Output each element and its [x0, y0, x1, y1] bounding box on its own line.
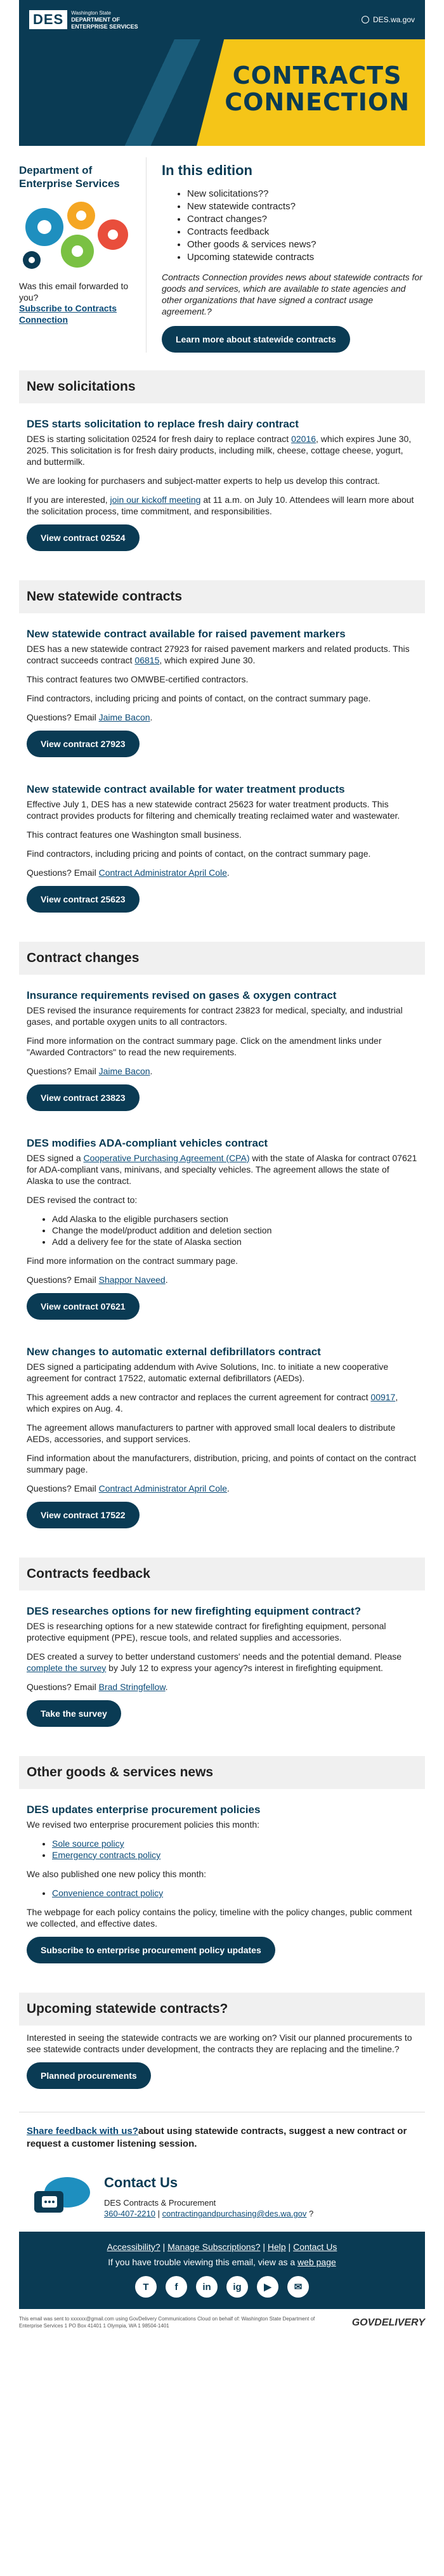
share-feedback-link[interactable]: Share feedback with us?: [27, 2126, 138, 2137]
section-heading-contracts-feedback: Contracts feedback: [19, 1558, 425, 1590]
complete-survey-link[interactable]: complete the survey: [27, 1663, 107, 1673]
contact-email-link[interactable]: contractingandpurchasing@des.wa.gov: [162, 2209, 307, 2218]
view-web-page: If you have trouble viewing this email, view as a web page: [108, 2257, 336, 2267]
twitter-icon[interactable]: T: [135, 2276, 157, 2298]
share-feedback: Share feedback with us?about using statewide contracts, suggest a new contract or request a customer listening session.: [19, 2112, 425, 2163]
contract-06815-link[interactable]: 06815: [134, 655, 160, 665]
globe-icon: [362, 16, 369, 23]
banner-stripe: [19, 39, 228, 146]
article-ada-vehicles: DES modifies ADA-compliant vehicles contract DES signed a Cooperative Purchasing Agreement (CPA) with the state of Alaska for contract 07621 for ADA-compliant vans, minivans, and specialty vehicles. The agreement allows the state of Alaska to use the contract. DES revised the contract to: • Add Alaska to the eligible purchasers section • Change the model/product addition and deletion section • Add a delivery fee for the state of Alaska section Find more information on the contract summary page. Questions? Email Shappor Naveed. View contract 07621: [19, 1122, 425, 1331]
subscribe-link[interactable]: Subscribe to Contracts Connection: [19, 303, 117, 325]
edition-item: • Upcoming statewide contracts: [187, 251, 425, 264]
article-title: DES researches options for new firefighting equipment contract?: [27, 1605, 362, 1617]
revised-policies-list: [52, 1838, 417, 1861]
learn-more-button[interactable]: Learn more about statewide contracts: [162, 326, 350, 353]
article-procurement-policies: DES updates enterprise procurement policies We revised two enterprise procurement policies this month: • Sole source policy • Emergency contracts policy We also published one new policy this month: • Convenience contract policy The webpage for each policy contains the policy, timeline with the policy changes, public comment we collected, and effective dates. Subscribe to enterprise procurement policy updates: [19, 1789, 425, 1975]
contract-00917-link[interactable]: 00917: [370, 1392, 396, 1402]
logo-line1: Washington State: [71, 10, 112, 16]
edition-item: • Contract changes?: [187, 213, 425, 226]
article-upcoming: Interested in seeing the statewide contracts we are working on? Visit our planned procurements to see statewide contracts under development, the contracts they are replacing and the timeline.? Planned procurements: [19, 2026, 425, 2100]
view-contract-23823-button[interactable]: View contract 23823: [27, 1084, 140, 1111]
intro-section: [19, 146, 425, 353]
article-title: New changes to automatic external defibrillators contract: [27, 1346, 321, 1358]
web-page-link[interactable]: web page: [297, 2257, 336, 2267]
take-survey-button[interactable]: Take the survey: [27, 1700, 121, 1727]
article-title: New statewide contract available for raised pavement markers: [27, 628, 346, 640]
article-title: DES modifies ADA-compliant vehicles contract: [27, 1137, 268, 1149]
contact-section: Contact Us DES Contracts & Procurement 360-407-2210 | contractingandpurchasing@des.wa.gov ?: [19, 2163, 425, 2232]
section-heading-new-solicitations: New solicitations: [19, 370, 425, 403]
footer-links: Accessibility? | Manage Subscriptions? | Help | Contact Us: [107, 2242, 337, 2252]
list-item: • Add Alaska to the eligible purchasers section: [52, 1213, 417, 1225]
list-item: • Add a delivery fee for the state of Alaska section: [52, 1236, 417, 1247]
section-heading-contract-changes: Contract changes: [19, 942, 425, 975]
article-pavement-markers: New statewide contract available for raised pavement markers DES has a new statewide contract 27923 for raised pavement markers and related products. This contract succeeds contract 06815, which expired June 30. This contract features two OMWBE-certified contractors. Find contractors, including pricing and points of contact, on the contract summary page. Questions? Email Jaime Bacon. View contract 27923: [19, 613, 425, 769]
forwarded-question: Was this email forwarded to you?: [19, 281, 129, 302]
email-jaime-bacon-link[interactable]: Jaime Bacon: [98, 712, 150, 722]
des-logo-abbr: DES: [29, 10, 67, 29]
revision-list: [52, 1213, 417, 1247]
new-policies-list: [52, 1887, 417, 1899]
intro-description: Contracts Connection provides news about statewide contracts for goods and services, which are available to state agencies and other organizations that have signed a contract usage agreement.?: [162, 272, 422, 316]
youtube-icon[interactable]: ▶: [257, 2276, 278, 2298]
footer: [19, 2232, 425, 2309]
article-dairy: DES starts solicitation to replace fresh dairy contract DES is starting solicitation 02524 for fresh dairy to replace contract 02016, which expires June 30, 2025. This solicitation is for fresh dairy products, including milk, cheese, cottage cheese, yogurt, and buttermilk. We are looking for purchasers and subject-matter experts to help us develop this contract. If you are interested, join our kickoff meeting at 11 a.m. on July 10. Attendees will learn more about the solicitation process, time commitment, and responsibilities. View contract 02524: [19, 403, 425, 563]
emergency-contracts-policy-link[interactable]: Emergency contracts policy: [52, 1850, 161, 1860]
convenience-contract-policy-link[interactable]: Convenience contract policy: [52, 1888, 164, 1898]
email-brad-stringfellow-link[interactable]: Brad Stringfellow: [98, 1682, 166, 1692]
edition-item: • New statewide contracts?: [187, 200, 425, 213]
banner-title: CONTRACTS CONNECTION: [225, 62, 410, 116]
kickoff-meeting-link[interactable]: join our kickoff meeting: [110, 495, 201, 505]
footer-contact-link[interactable]: Contact Us: [293, 2242, 337, 2252]
instagram-icon[interactable]: ig: [226, 2276, 248, 2298]
help-link[interactable]: Help: [267, 2242, 286, 2252]
edition-list: [187, 188, 425, 264]
govdelivery-logo[interactable]: GOVDELIVERY: [351, 2317, 425, 2328]
edition-item: • Contracts feedback: [187, 226, 425, 238]
email-shappor-naveed-link[interactable]: Shappor Naveed: [98, 1275, 166, 1285]
list-item: • Change the model/product addition and deletion section: [52, 1225, 417, 1236]
edition-item: • New solicitations??: [187, 188, 425, 200]
view-contract-07621-button[interactable]: View contract 07621: [27, 1293, 140, 1320]
facebook-icon[interactable]: f: [166, 2276, 187, 2298]
edition-item: • Other goods & services news?: [187, 238, 425, 251]
article-title: DES starts solicitation to replace fresh dairy contract: [27, 418, 299, 430]
article-firefighting: DES researches options for new firefighting equipment contract? DES is researching options for a new statewide contract for firefighting equipment, personal protective equipment (PPE), rescue tools, and related supplies and accessories. DES created a survey to better understand customers' needs and the potential demand. Please complete the survey by July 12 to express your agency?s interest in firefighting equipment. Questions? Email Brad Stringfellow. Take the survey: [19, 1590, 425, 1738]
section-heading-other-news: Other goods & services news: [19, 1756, 425, 1789]
gears-icon: [19, 197, 140, 273]
article-defibrillators: New changes to automatic external defibrillators contract DES signed a participating addendum with Avive Solutions, Inc. to initiate a new cooperative agreement for contract 17522, automatic external defibrillators (AEDs). This agreement adds a new contractor and replaces the current agreement for contract 00917, which expires on Aug. 4. The agreement allows manufacturers to partner with approved small local dealers to distribute AEDs, accessories, and support services. Find information about the manufacturers, distribution, pricing, and points of contact on the contract summary page. Questions? Email Contract Administrator April Cole. View contract 17522: [19, 1331, 425, 1540]
banner: [19, 39, 425, 146]
linkedin-icon[interactable]: in: [196, 2276, 218, 2298]
logo-line3: ENTERPRISE SERVICES: [71, 23, 138, 30]
section-heading-upcoming: Upcoming statewide contracts?: [19, 1993, 425, 2026]
chat-bubbles-icon: [29, 2175, 93, 2220]
view-contract-27923-button[interactable]: View contract 27923: [27, 731, 140, 757]
contract-02016-link[interactable]: 02016: [291, 434, 317, 444]
top-bar: [19, 0, 425, 39]
manage-subscriptions-link[interactable]: Manage Subscriptions?: [167, 2242, 261, 2252]
subscribe-policy-updates-button[interactable]: Subscribe to enterprise procurement policy updates: [27, 1937, 275, 1963]
site-link[interactable]: DES.wa.gov: [362, 15, 415, 24]
view-contract-25623-button[interactable]: View contract 25623: [27, 886, 140, 913]
view-contract-17522-button[interactable]: View contract 17522: [27, 1502, 140, 1528]
email-april-cole-link[interactable]: Contract Administrator April Cole: [98, 868, 227, 878]
email-april-cole-link[interactable]: Contract Administrator April Cole: [98, 1483, 227, 1493]
article-title: New statewide contract available for water treatment products: [27, 783, 345, 795]
contact-org: DES Contracts & Procurement: [104, 2198, 216, 2208]
cpa-link[interactable]: Cooperative Purchasing Agreement (CPA): [83, 1153, 250, 1163]
logo-line2: DEPARTMENT OF: [71, 16, 121, 23]
contact-title: Contact Us: [104, 2175, 178, 2190]
planned-procurements-button[interactable]: Planned procurements: [27, 2062, 151, 2089]
sole-source-policy-link[interactable]: Sole source policy: [52, 1838, 124, 1849]
social-icons: [19, 2276, 425, 2298]
org-name: Department of Enterprise Services: [19, 164, 120, 190]
edition-title: In this edition: [162, 162, 252, 178]
article-title: Insurance requirements revised on gases & oxygen contract: [27, 989, 337, 1001]
legal-footer: This email was sent to xxxxxx@gmail.com using GovDelivery Communications Cloud on behalf of: Washington State Department of Enterprise Services 1 PO Box 41401 1 Olympia, WA 1 98504-1401 GOVDELIVERY: [19, 2316, 425, 2329]
article-gases-oxygen: Insurance requirements revised on gases & oxygen contract DES revised the insurance requirements for contract 23823 for medical, specialty, and industrial gases, and portable oxygen units to all contractors. Find more information on the contract summary page. Click on the amendment links under "Awarded Contractors" to read the new requirements. Questions? Email Jaime Bacon. View contract 23823: [19, 975, 425, 1122]
accessibility-link[interactable]: Accessibility?: [107, 2242, 160, 2252]
contact-phone-link[interactable]: 360-407-2210: [104, 2209, 155, 2218]
view-contract-02524-button[interactable]: View contract 02524: [27, 524, 140, 551]
email-icon[interactable]: ✉: [287, 2276, 309, 2298]
section-heading-new-contracts: New statewide contracts: [19, 580, 425, 613]
article-water-treatment: New statewide contract available for water treatment products Effective July 1, DES has a new statewide contract 25623 for water treatment products. This contract provides products for filtering and chemically treating reclaimed water and wastewater. This contract features one Washington small business. Find contractors, including pricing and points of contact, on the contract summary page. Questions? Email Contract Administrator April Cole. View contract 25623: [19, 769, 425, 924]
email-jaime-bacon-link[interactable]: Jaime Bacon: [98, 1066, 150, 1076]
email-body: [19, 0, 425, 2329]
article-title: DES updates enterprise procurement policies: [27, 1804, 261, 1816]
des-logo[interactable]: [29, 10, 138, 30]
